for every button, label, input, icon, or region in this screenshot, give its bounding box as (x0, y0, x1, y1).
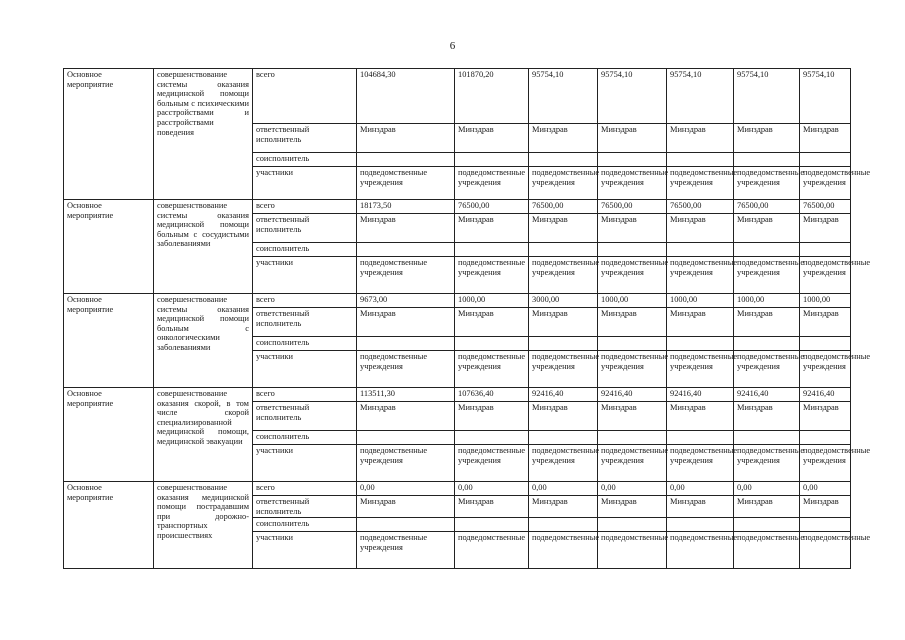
participants-cell: подведомственные учреждения (598, 351, 667, 388)
activity-name-cell: совершенствование системы оказания медицинской помощи больным с сосудистыми заболеваниями (154, 200, 253, 294)
participants-cell: подведомственные учреждения (800, 257, 851, 294)
participants-cell: подведомственные учреждения (800, 167, 851, 200)
participants-cell: подведомственные (455, 532, 529, 569)
responsible-cell: Минздрав (598, 308, 667, 337)
table-row (64, 388, 851, 402)
coexecutor-cell (357, 431, 455, 445)
activity-type-cell: Основное мероприятие (64, 388, 154, 482)
role-label-responsible: ответственный исполнитель (253, 124, 357, 153)
role-label-responsible: ответственный исполнитель (253, 402, 357, 431)
responsible-cell: Минздрав (667, 214, 734, 243)
table-row (64, 482, 851, 496)
responsible-cell: Минздрав (529, 402, 598, 431)
role-label-participants: участники (253, 257, 357, 294)
total-value-cell: 18173,50 (357, 200, 455, 214)
responsible-cell: Минздрав (800, 308, 851, 337)
total-value-cell: 92416,40 (529, 388, 598, 402)
total-value-cell: 0,00 (598, 482, 667, 496)
responsible-cell: Минздрав (734, 214, 800, 243)
coexecutor-cell (734, 431, 800, 445)
total-value-cell: 1000,00 (455, 294, 529, 308)
participants-cell: подведомственные учреждения (734, 167, 800, 200)
coexecutor-cell (598, 337, 667, 351)
responsible-cell: Минздрав (357, 214, 455, 243)
table-row (64, 69, 851, 124)
responsible-cell: Минздрав (667, 496, 734, 518)
coexecutor-cell (598, 153, 667, 167)
responsible-cell: Минздрав (529, 308, 598, 337)
total-value-cell: 92416,40 (667, 388, 734, 402)
responsible-cell: Минздрав (529, 496, 598, 518)
activity-name-cell: совершенствование оказания скорой, в том числе скорой специализированной медицинской помощи, медицинской эвакуации (154, 388, 253, 482)
role-label-coexecutor: соисполнитель (253, 337, 357, 351)
total-value-cell: 1000,00 (667, 294, 734, 308)
activity-name-cell: совершенствование системы оказания медицинской помощи больным с психическими расстройствами и расстройствами поведения (154, 69, 253, 200)
coexecutor-cell (667, 153, 734, 167)
total-value-cell: 92416,40 (734, 388, 800, 402)
responsible-cell: Минздрав (455, 308, 529, 337)
participants-cell: подведомственные учреждения (357, 351, 455, 388)
total-value-cell: 1000,00 (800, 294, 851, 308)
coexecutor-cell (455, 518, 529, 532)
coexecutor-cell (357, 337, 455, 351)
participants-cell: подведомственные учреждения (598, 167, 667, 200)
responsible-cell: Минздрав (357, 496, 455, 518)
responsible-cell: Минздрав (455, 124, 529, 153)
participants-cell: подведомственные учреждения (357, 445, 455, 482)
participants-cell: подведомственные учреждения (734, 351, 800, 388)
participants-cell: подведомственные (734, 532, 800, 569)
total-value-cell: 76500,00 (667, 200, 734, 214)
total-value-cell: 76500,00 (734, 200, 800, 214)
role-label-participants: участники (253, 532, 357, 569)
coexecutor-cell (598, 518, 667, 532)
total-value-cell: 0,00 (667, 482, 734, 496)
total-value-cell: 76500,00 (800, 200, 851, 214)
total-value-cell: 95754,10 (800, 69, 851, 124)
coexecutor-cell (357, 243, 455, 257)
coexecutor-cell (529, 518, 598, 532)
responsible-cell: Минздрав (598, 402, 667, 431)
responsible-cell: Минздрав (667, 124, 734, 153)
coexecutor-cell (598, 243, 667, 257)
total-value-cell: 3000,00 (529, 294, 598, 308)
responsible-cell: Минздрав (800, 214, 851, 243)
responsible-cell: Минздрав (529, 214, 598, 243)
total-value-cell: 0,00 (734, 482, 800, 496)
coexecutor-cell (667, 337, 734, 351)
responsible-cell: Минздрав (800, 496, 851, 518)
role-label-responsible: ответственный исполнитель (253, 496, 357, 518)
responsible-cell: Минздрав (667, 308, 734, 337)
role-label-coexecutor: соисполнитель (253, 153, 357, 167)
responsible-cell: Минздрав (529, 124, 598, 153)
coexecutor-cell (529, 431, 598, 445)
responsible-cell: Минздрав (598, 496, 667, 518)
coexecutor-cell (455, 431, 529, 445)
coexecutor-cell (667, 243, 734, 257)
coexecutor-cell (734, 518, 800, 532)
participants-cell: подведомственные (667, 532, 734, 569)
activity-type-cell: Основное мероприятие (64, 482, 154, 569)
total-value-cell: 95754,10 (598, 69, 667, 124)
coexecutor-cell (667, 431, 734, 445)
activity-type-cell: Основное мероприятие (64, 200, 154, 294)
total-value-cell: 92416,40 (598, 388, 667, 402)
coexecutor-cell (800, 431, 851, 445)
participants-cell: подведомственные (529, 532, 598, 569)
responsible-cell: Минздрав (598, 214, 667, 243)
participants-cell: подведомственные (800, 532, 851, 569)
table-body (64, 69, 871, 569)
total-value-cell: 107636,40 (455, 388, 529, 402)
coexecutor-cell (598, 431, 667, 445)
participants-cell: подведомственные учреждения (667, 257, 734, 294)
participants-cell: подведомственные учреждения (529, 257, 598, 294)
role-label-total: всего (253, 200, 357, 214)
participants-cell: подведомственные учреждения (455, 167, 529, 200)
coexecutor-cell (734, 153, 800, 167)
responsible-cell: Минздрав (800, 124, 851, 153)
table-row (64, 200, 851, 214)
total-value-cell: 104684,30 (357, 69, 455, 124)
coexecutor-cell (800, 243, 851, 257)
total-value-cell: 0,00 (357, 482, 455, 496)
coexecutor-cell (455, 337, 529, 351)
responsible-cell: Минздрав (800, 402, 851, 431)
coexecutor-cell (529, 243, 598, 257)
coexecutor-cell (455, 153, 529, 167)
responsible-cell: Минздрав (734, 124, 800, 153)
responsible-cell: Минздрав (357, 308, 455, 337)
total-value-cell: 9673,00 (357, 294, 455, 308)
coexecutor-cell (800, 518, 851, 532)
responsible-cell: Минздрав (734, 402, 800, 431)
coexecutor-cell (734, 243, 800, 257)
participants-cell: подведомственные учреждения (529, 167, 598, 200)
responsible-cell: Минздрав (734, 308, 800, 337)
program-activities-table (63, 68, 871, 569)
participants-cell: подведомственные учреждения (357, 532, 455, 569)
responsible-cell: Минздрав (598, 124, 667, 153)
role-label-total: всего (253, 294, 357, 308)
participants-cell: подведомственные учреждения (598, 445, 667, 482)
role-label-responsible: ответственный исполнитель (253, 214, 357, 243)
coexecutor-cell (529, 153, 598, 167)
participants-cell: подведомственные учреждения (800, 445, 851, 482)
coexecutor-cell (800, 337, 851, 351)
participants-cell: подведомственные учреждения (800, 351, 851, 388)
total-value-cell: 76500,00 (529, 200, 598, 214)
role-label-total: всего (253, 388, 357, 402)
responsible-cell: Минздрав (357, 124, 455, 153)
responsible-cell: Минздрав (455, 402, 529, 431)
role-label-coexecutor: соисполнитель (253, 518, 357, 532)
participants-cell: подведомственные учреждения (357, 167, 455, 200)
table-row (64, 294, 851, 308)
total-value-cell: 95754,10 (734, 69, 800, 124)
activity-type-cell: Основное мероприятие (64, 69, 154, 200)
responsible-cell: Минздрав (455, 214, 529, 243)
role-label-total: всего (253, 69, 357, 124)
total-value-cell: 0,00 (455, 482, 529, 496)
role-label-coexecutor: соисполнитель (253, 243, 357, 257)
coexecutor-cell (529, 337, 598, 351)
total-value-cell: 92416,40 (800, 388, 851, 402)
role-label-coexecutor: соисполнитель (253, 431, 357, 445)
role-label-participants: участники (253, 351, 357, 388)
total-value-cell: 76500,00 (598, 200, 667, 214)
role-label-participants: участники (253, 445, 357, 482)
page-number: 6 (449, 40, 456, 52)
role-label-participants: участники (253, 167, 357, 200)
coexecutor-cell (357, 518, 455, 532)
total-value-cell: 101870,20 (455, 69, 529, 124)
activity-name-cell: совершенствование системы оказания медицинской помощи больным с онкологическими заболеваниями (154, 294, 253, 388)
participants-cell: подведомственные учреждения (529, 351, 598, 388)
coexecutor-cell (455, 243, 529, 257)
responsible-cell: Минздрав (734, 496, 800, 518)
total-value-cell: 0,00 (800, 482, 851, 496)
total-value-cell: 1000,00 (598, 294, 667, 308)
participants-cell: подведомственные учреждения (357, 257, 455, 294)
role-label-responsible: ответственный исполнитель (253, 308, 357, 337)
participants-cell: подведомственные учреждения (734, 445, 800, 482)
coexecutor-cell (357, 153, 455, 167)
activity-type-cell: Основное мероприятие (64, 294, 154, 388)
participants-cell: подведомственные учреждения (529, 445, 598, 482)
responsible-cell: Минздрав (357, 402, 455, 431)
participants-cell: подведомственные учреждения (667, 351, 734, 388)
coexecutor-cell (667, 518, 734, 532)
participants-cell: подведомственные учреждения (667, 445, 734, 482)
participants-cell: подведомственные учреждения (734, 257, 800, 294)
participants-cell: подведомственные учреждения (455, 257, 529, 294)
total-value-cell: 76500,00 (455, 200, 529, 214)
total-value-cell: 1000,00 (734, 294, 800, 308)
participants-cell: подведомственные учреждения (667, 167, 734, 200)
role-label-total: всего (253, 482, 357, 496)
participants-cell: подведомственные (598, 532, 667, 569)
activity-name-cell: совершенствование оказания медицинской помощи пострадавшим при дорожно-транспортных происшествиях (154, 482, 253, 569)
responsible-cell: Минздрав (667, 402, 734, 431)
responsible-cell: Минздрав (455, 496, 529, 518)
participants-cell: подведомственные учреждения (598, 257, 667, 294)
total-value-cell: 95754,10 (529, 69, 598, 124)
total-value-cell: 113511,30 (357, 388, 455, 402)
participants-cell: подведомственные учреждения (455, 351, 529, 388)
coexecutor-cell (800, 153, 851, 167)
participants-cell: подведомственные учреждения (455, 445, 529, 482)
coexecutor-cell (734, 337, 800, 351)
total-value-cell: 95754,10 (667, 69, 734, 124)
total-value-cell: 0,00 (529, 482, 598, 496)
